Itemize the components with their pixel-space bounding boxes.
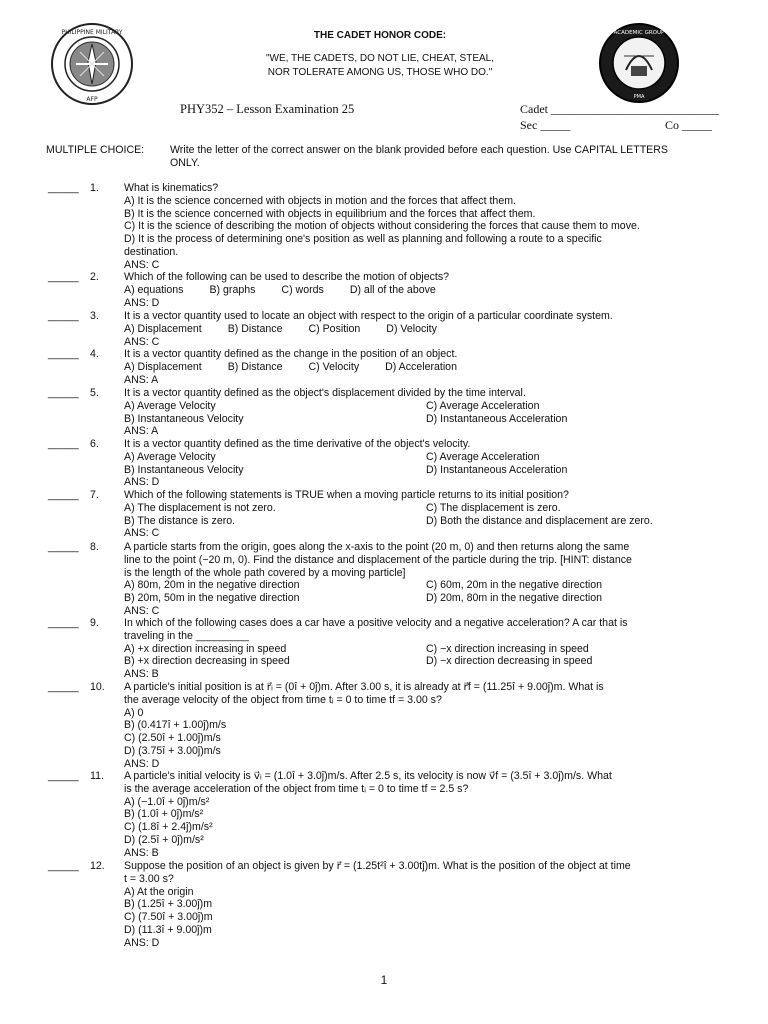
answer-key: ANS: D (124, 296, 160, 309)
answer-option: D) It is the process of determining one's position as well as planning and following a route to a specific (124, 233, 602, 246)
question-text: is the average acceleration of the object from time tᵢ = 0 to time tf = 2.5 s? (124, 782, 469, 795)
question-text: A particle starts from the origin, goes along the x-axis to the point (20 m, 0) and then returns along the same (124, 541, 630, 553)
svg-text:PMA: PMA (633, 94, 645, 100)
answer-key: ANS: A (124, 373, 159, 386)
answer-option: destination. (124, 245, 179, 258)
answer-key: ANS: C (124, 335, 160, 348)
answer-option: B) Instantaneous Velocity (124, 463, 244, 476)
answer-option-row (124, 400, 719, 413)
answer-blank[interactable]: _____ (48, 860, 79, 872)
question-number: 7. (90, 489, 99, 501)
answer-option-row (124, 643, 719, 656)
answer-blank[interactable]: _____ (48, 617, 79, 629)
answer-option: D) (3.75î + 3.00ĵ)m/s (124, 744, 221, 757)
instructions-line-1: Write the letter of the correct answer on the blank provided before each question. Use CAPITAL LETTERS (170, 144, 668, 156)
question-text: traveling in the _________ (124, 629, 249, 642)
question-text: Which of the following statements is TRUE when a moving particle returns to its initial position? (124, 489, 569, 501)
question-block (124, 387, 719, 438)
answer-option: B) Distance (227, 360, 283, 373)
answer-option-row (124, 284, 719, 297)
answer-option: D) 20m, 80m in the negative direction (426, 592, 603, 605)
question-block (124, 681, 719, 771)
answer-blank[interactable]: _____ (48, 770, 79, 782)
answer-option: B) Instantaneous Velocity (124, 412, 244, 425)
answer-option: A) Average Velocity (124, 399, 216, 412)
answer-option: A) At the origin (124, 885, 194, 898)
question-block (124, 860, 719, 950)
question-text: It is a vector quantity defined as the time derivative of the object's velocity. (124, 438, 471, 450)
question-number: 2. (90, 271, 99, 283)
answer-blank[interactable]: _____ (48, 387, 79, 399)
answer-blank[interactable]: _____ (48, 271, 79, 283)
answer-option: D) (11.3î + 9.00ĵ)m (124, 923, 212, 936)
question-block (124, 310, 719, 348)
answer-option: D) −x direction decreasing in speed (426, 655, 593, 668)
question-text: line to the point (−20 m, 0). Find the distance and displacement of the particle during the trip. [HINT: distance (124, 553, 632, 566)
answer-option-row (124, 451, 719, 464)
answer-blank[interactable]: _____ (48, 348, 79, 360)
answer-option-row (124, 502, 719, 515)
answer-option: C) (2.50î + 1.00ĵ)m/s (124, 732, 221, 745)
answer-key: ANS: C (124, 258, 160, 271)
question-number: 10. (90, 681, 105, 693)
question-text: Suppose the position of an object is given by r⃗ = (1.25t²î + 3.00tĵ)m. What is the position of the object at time (124, 860, 631, 872)
answer-option: A) The displacement is not zero. (124, 501, 276, 514)
answer-blank[interactable]: _____ (48, 541, 79, 553)
question-text: A particle's initial position is at r⃗ᵢ = (0î + 0ĵ)m. After 3.00 s, it is already at r⃗f = (11.25î + 9.00ĵ)m. What is (124, 681, 604, 693)
page-number: 1 (380, 973, 388, 987)
question-number: 8. (90, 541, 99, 553)
answer-option: C) −x direction increasing in speed (426, 642, 589, 655)
honor-code-line-1: "WE, THE CADETS, DO NOT LIE, CHEAT, STEAL, (265, 53, 495, 64)
answer-blank[interactable]: _____ (48, 489, 79, 501)
answer-option: A) 0 (124, 706, 144, 719)
question-number: 6. (90, 438, 99, 450)
instructions-label: MULTIPLE CHOICE: (46, 144, 145, 156)
question-text: In which of the following cases does a car have a positive velocity and a negative acceleration? A car that is (124, 617, 628, 629)
answer-key: ANS: D (124, 936, 160, 949)
answer-blank[interactable]: _____ (48, 681, 79, 693)
question-number: 1. (90, 182, 99, 194)
question-text: What is kinematics? (124, 182, 219, 194)
question-text: the average velocity of the object from time tᵢ = 0 to time tf = 3.00 s? (124, 693, 442, 706)
question-number: 12. (90, 860, 105, 872)
answer-key: ANS: B (124, 846, 159, 859)
pma-seal-logo (50, 22, 134, 106)
honor-code-title: THE CADET HONOR CODE: (313, 30, 447, 41)
answer-option: D) Velocity (386, 322, 437, 335)
company-field: Co _____ (665, 118, 713, 132)
answer-option: B) 20m, 50m in the negative direction (124, 592, 300, 605)
answer-key: ANS: D (124, 476, 160, 489)
answer-option-row (124, 579, 719, 592)
question-block (124, 541, 719, 618)
question-text: A particle's initial velocity is v⃗ᵢ = (1.0î + 3.0ĵ)m/s. After 2.5 s, its velocity is now v⃗f = (3.5î + 3.0ĵ)m/s. What (124, 770, 612, 782)
answer-key: ANS: A (124, 425, 159, 438)
question-text: Which of the following can be used to describe the motion of objects? (124, 271, 450, 283)
question-block (124, 348, 719, 386)
question-block (124, 489, 719, 540)
question-block (124, 770, 719, 860)
answer-option: D) Instantaneous Acceleration (426, 412, 568, 425)
question-block (124, 438, 719, 489)
svg-text:AFP: AFP (86, 96, 98, 103)
answer-option: B) It is the science concerned with objects in equilibrium and the forces that affect them. (124, 207, 536, 220)
answer-option: D) all of the above (349, 283, 436, 296)
answer-option: A) equations (124, 283, 184, 296)
question-number: 9. (90, 617, 99, 629)
answer-key: ANS: D (124, 757, 160, 770)
question-text: It is a vector quantity used to locate an object with respect to the origin of a particular coordinate system. (124, 310, 613, 322)
answer-option: C) (7.50î + 3.00ĵ)m (124, 911, 213, 924)
question-number: 3. (90, 310, 99, 322)
answer-option: A) +x direction increasing in speed (124, 642, 287, 655)
answer-option-row (124, 592, 719, 605)
question-text: It is a vector quantity defined as the change in the position of an object. (124, 348, 458, 360)
question-number: 11. (90, 770, 104, 782)
answer-option: B) The distance is zero. (124, 514, 236, 527)
answer-key: ANS: B (124, 668, 159, 681)
answer-blank[interactable]: _____ (48, 438, 79, 450)
answer-blank[interactable]: _____ (48, 310, 79, 322)
answer-option: D) (2.5î + 0ĵ)m/s² (124, 833, 204, 846)
question-block (124, 182, 719, 272)
answer-option: C) Average Acceleration (426, 450, 540, 463)
answer-option: A) Displacement (124, 360, 202, 373)
answer-option: C) Position (308, 322, 361, 335)
answer-option: C) Average Acceleration (426, 399, 540, 412)
answer-option: D) Instantaneous Acceleration (426, 463, 568, 476)
answer-option-row (124, 515, 719, 528)
answer-option: B) graphs (209, 283, 256, 296)
answer-option: A) Average Velocity (124, 450, 216, 463)
answer-blank[interactable]: _____ (48, 182, 79, 194)
exam-title: PHY352 – Lesson Examination 25 (180, 102, 355, 116)
answer-option: B) +x direction decreasing in speed (124, 655, 290, 668)
question-text: It is a vector quantity defined as the object's displacement divided by the time interval. (124, 387, 526, 399)
question-text: is the length of the whole path covered by a moving particle] (124, 566, 406, 579)
answer-option: C) The displacement is zero. (426, 501, 561, 514)
honor-code-line-2: NOR TOLERATE AMONG US, THOSE WHO DO." (267, 67, 493, 78)
answer-option: C) 60m, 20m in the negative direction (426, 579, 603, 592)
svg-text:PHILIPPINE MILITARY: PHILIPPINE MILITARY (61, 29, 123, 36)
question-number: 5. (90, 387, 99, 399)
answer-option: C) Velocity (308, 360, 360, 373)
answer-option: C) It is the science of describing the motion of objects without considering the forces that cause them to move. (124, 220, 640, 233)
answer-option: A) It is the science concerned with objects in motion and the forces that affect them. (124, 194, 516, 207)
answer-option-row (124, 323, 719, 336)
answer-option: B) Distance (227, 322, 283, 335)
question-number: 4. (90, 348, 99, 360)
answer-option: A) Displacement (124, 322, 202, 335)
answer-option: A) 80m, 20m in the negative direction (124, 579, 300, 592)
answer-option: B) (0.417î + 1.00ĵ)m/s (124, 719, 227, 732)
answer-option-row (124, 361, 719, 374)
question-block (124, 271, 719, 309)
answer-option-row (124, 655, 719, 668)
instructions-text (170, 144, 730, 170)
answer-option: B) (1.0î + 0ĵ)m/s² (124, 808, 204, 821)
answer-option: D) Acceleration (385, 360, 457, 373)
answer-option: D) Both the distance and displacement are zero. (426, 514, 653, 527)
section-field: Sec _____ (520, 118, 571, 132)
answer-key: ANS: C (124, 527, 160, 540)
cadet-name-field: Cadet ____________________________ (520, 102, 719, 116)
answer-option: C) (1.8î + 2.4ĵ)m/s² (124, 821, 213, 834)
academic-group-seal-logo (598, 22, 680, 104)
instructions-line-2: ONLY. (170, 156, 200, 169)
answer-option-row (124, 413, 719, 426)
answer-option: B) (1.25î + 3.00ĵ)m (124, 898, 213, 911)
answer-option: A) (−1.0î + 0ĵ)m/s² (124, 795, 210, 808)
svg-text:ACADEMIC GROUP: ACADEMIC GROUP (613, 30, 665, 36)
answer-key: ANS: C (124, 604, 160, 617)
answer-option: C) words (281, 283, 324, 296)
question-text: t = 3.00 s? (124, 872, 174, 885)
answer-option-row (124, 464, 719, 477)
question-block (124, 617, 719, 681)
